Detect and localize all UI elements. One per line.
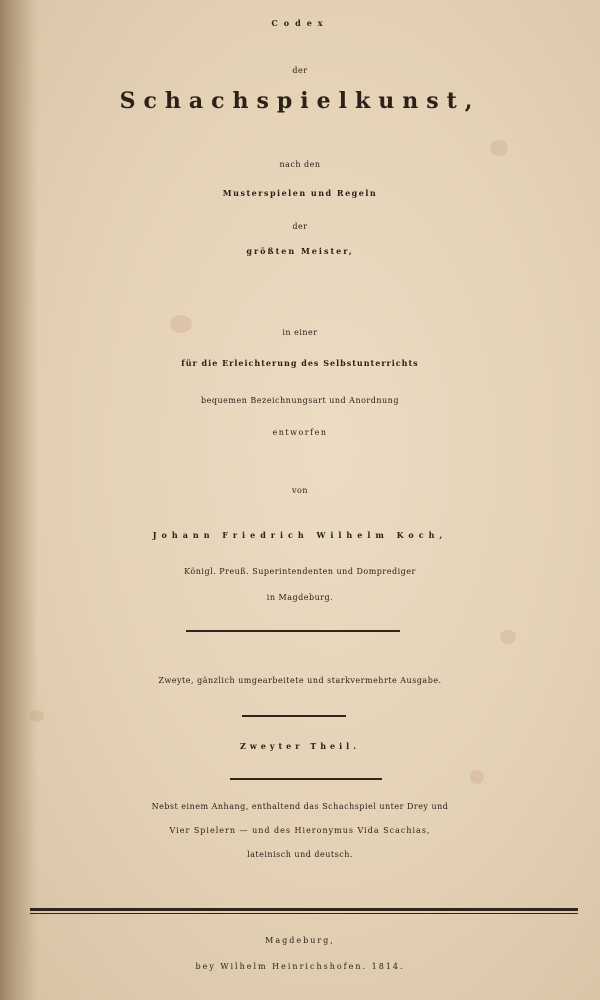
- double-rule: [30, 913, 578, 914]
- edition-statement: Zweyte, gänzlich umgearbeitete und starkvermehrte Ausgabe.: [158, 676, 442, 685]
- title-schachspielkunst: Schachspielkunst,: [119, 88, 481, 114]
- subtitle-nach-den: nach den: [279, 160, 321, 169]
- title-codex: Codex: [271, 18, 329, 28]
- paper-stain: [490, 140, 508, 156]
- author-name: Johann Friedrich Wilhelm Koch,: [152, 530, 448, 540]
- divider-rule: [242, 715, 346, 717]
- divider-rule: [230, 778, 382, 780]
- description-fuer-die: für die Erleichterung des Selbstunterrichts: [181, 358, 419, 368]
- paper-stain: [30, 710, 44, 722]
- appendix-line-1: Nebst einem Anhang, enthaltend das Schachspiel unter Drey und: [151, 802, 449, 811]
- author-title: Königl. Preuß. Superintendenten und Domprediger: [184, 567, 416, 576]
- description-in-einer: in einer: [282, 328, 318, 337]
- author-von: von: [292, 486, 308, 495]
- appendix-line-3: lateinisch und deutsch.: [247, 850, 353, 859]
- description-entworfen: entworfen: [272, 428, 328, 437]
- paper-stain: [500, 630, 516, 644]
- divider-rule: [186, 630, 400, 632]
- volume-statement: Zweyter Theil.: [240, 741, 360, 751]
- double-rule: [30, 908, 578, 911]
- imprint-city: Magdeburg,: [265, 936, 335, 945]
- subtitle-musterspielen: Musterspielen und Regeln: [222, 188, 378, 198]
- description-bequemen: bequemen Bezeichnungsart und Anordnung: [201, 396, 399, 405]
- author-place: in Magdeburg.: [266, 593, 334, 602]
- imprint-publisher: bey Wilhelm Heinrichshofen. 1814.: [195, 962, 405, 971]
- subtitle-meister: größten Meister,: [246, 246, 354, 256]
- subtitle-der: der: [292, 222, 308, 231]
- appendix-line-2: Vier Spielern — und des Hieronymus Vida Scachias,: [169, 826, 431, 835]
- title-der: der: [292, 66, 308, 75]
- paper-stain: [470, 770, 484, 784]
